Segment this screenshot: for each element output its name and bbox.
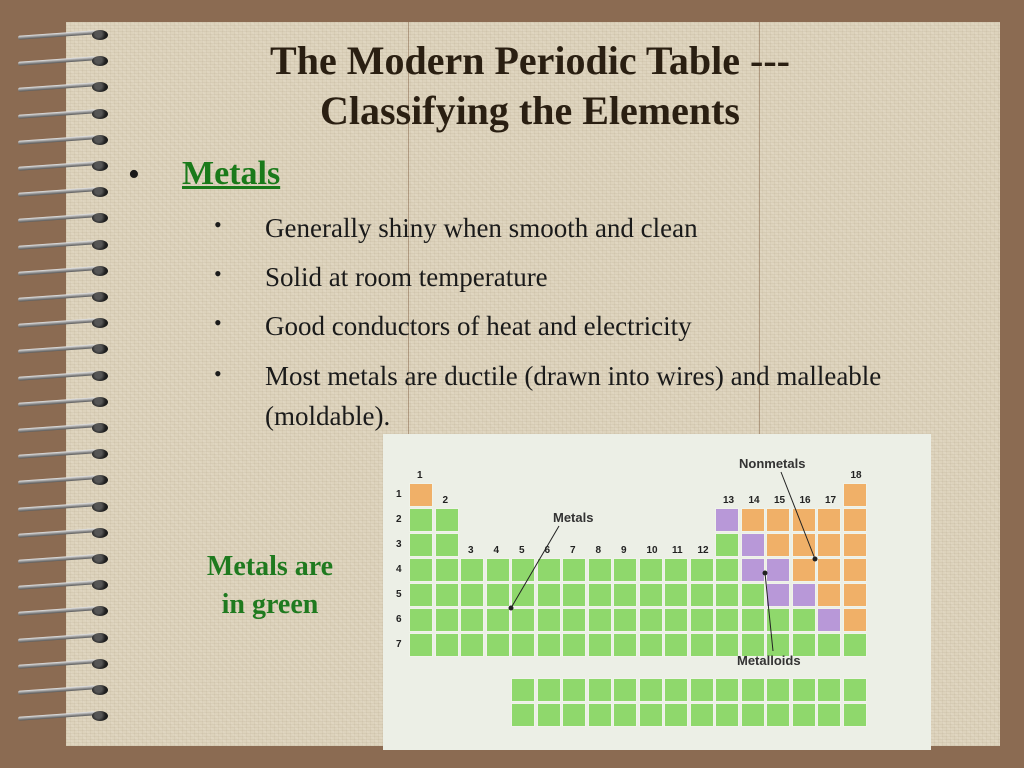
- spiral-binding: [0, 30, 120, 750]
- ring-wire: [18, 83, 96, 92]
- binding-ring: [18, 30, 110, 40]
- binding-ring: [18, 528, 110, 538]
- binding-ring: [18, 82, 110, 92]
- nonmetals-leader-line: [781, 472, 815, 559]
- ring-hole: [92, 397, 108, 407]
- ring-wire: [18, 580, 96, 589]
- group-number-label: 9: [621, 545, 627, 556]
- group-number-label: 1: [417, 470, 423, 481]
- metalloids-leader-line: [765, 573, 773, 651]
- binding-ring: [18, 318, 110, 328]
- ring-wire: [18, 109, 96, 118]
- ring-hole: [92, 187, 108, 197]
- group-number-label: 2: [442, 495, 449, 506]
- ring-hole: [92, 82, 108, 92]
- ring-hole: [92, 554, 108, 564]
- list-item: Good conductors of heat and electricity: [265, 311, 692, 341]
- ring-hole: [92, 423, 108, 433]
- binding-ring: [18, 292, 110, 302]
- binding-ring: [18, 475, 110, 485]
- title-line-1: The Modern Periodic Table ---: [270, 38, 790, 83]
- group-number-label: 7: [570, 545, 576, 556]
- binding-ring: [18, 135, 110, 145]
- ring-wire: [18, 135, 96, 144]
- period-number-label: 7: [396, 639, 402, 650]
- metals-leader-dot: [509, 606, 514, 611]
- group-number-label: 15: [774, 495, 786, 506]
- binding-ring: [18, 213, 110, 223]
- nonmetals-leader-dot: [813, 557, 818, 562]
- ring-wire: [18, 56, 96, 65]
- item-bullet: •: [214, 212, 222, 237]
- ring-wire: [18, 161, 96, 170]
- ring-hole: [92, 606, 108, 616]
- ring-hole: [92, 161, 108, 171]
- group-number-label: 5: [519, 545, 525, 556]
- ring-wire: [18, 266, 96, 275]
- ring-hole: [92, 502, 108, 512]
- ring-hole: [92, 475, 108, 485]
- ring-hole: [92, 633, 108, 643]
- callout-lines: [383, 434, 931, 750]
- metalloids-leader-dot: [763, 571, 768, 576]
- ring-wire: [18, 240, 96, 249]
- binding-ring: [18, 397, 110, 407]
- ring-hole: [92, 135, 108, 145]
- period-number-label: 5: [396, 589, 402, 600]
- ring-hole: [92, 528, 108, 538]
- binding-ring: [18, 109, 110, 119]
- ring-wire: [18, 607, 96, 616]
- item-bullet: •: [214, 261, 222, 286]
- binding-ring: [18, 187, 110, 197]
- ring-wire: [18, 659, 96, 668]
- metals-heading: Metals: [182, 155, 281, 192]
- group-number-label: 10: [646, 545, 658, 556]
- binding-ring: [18, 449, 110, 459]
- metals-color-note: [180, 548, 360, 624]
- ring-wire: [18, 633, 96, 642]
- metals-callout: Metals: [553, 510, 594, 525]
- group-number-label: 17: [825, 495, 837, 506]
- ring-wire: [18, 345, 96, 354]
- binding-ring: [18, 56, 110, 66]
- ring-hole: [92, 240, 108, 250]
- ring-hole: [92, 344, 108, 354]
- binding-ring: [18, 633, 110, 643]
- ring-wire: [18, 397, 96, 406]
- ring-hole: [92, 213, 108, 223]
- ring-wire: [18, 30, 96, 39]
- period-number-label: 3: [396, 539, 402, 550]
- ring-hole: [92, 580, 108, 590]
- note-line-2: in green: [221, 589, 319, 620]
- binding-ring: [18, 423, 110, 433]
- list-item: Generally shiny when smooth and clean: [265, 213, 698, 243]
- item-bullet: •: [214, 361, 222, 386]
- ring-wire: [18, 711, 96, 720]
- group-number-label: 8: [595, 545, 602, 556]
- binding-ring: [18, 685, 110, 695]
- group-number-label: 18: [850, 470, 862, 481]
- ring-wire: [18, 292, 96, 301]
- ring-wire: [18, 449, 96, 458]
- ring-hole: [92, 685, 108, 695]
- binding-ring: [18, 240, 110, 250]
- slide-title: [140, 36, 920, 136]
- binding-ring: [18, 266, 110, 276]
- group-number-label: 6: [544, 545, 551, 556]
- period-number-label: 1: [396, 489, 402, 500]
- ring-hole: [92, 371, 108, 381]
- metals-leader-line: [511, 526, 559, 608]
- group-number-label: 12: [697, 545, 709, 556]
- list-item: Solid at room temperature: [265, 262, 548, 292]
- binding-ring: [18, 344, 110, 354]
- item-bullet: •: [214, 310, 222, 335]
- ring-wire: [18, 371, 96, 380]
- binding-ring: [18, 371, 110, 381]
- binding-ring: [18, 580, 110, 590]
- group-number-label: 3: [468, 545, 474, 556]
- ring-wire: [18, 554, 96, 563]
- binding-ring: [18, 711, 110, 721]
- group-number-label: 11: [672, 545, 683, 556]
- binding-ring: [18, 659, 110, 669]
- ring-wire: [18, 476, 96, 485]
- group-number-label: 14: [748, 495, 760, 506]
- group-number-label: 4: [493, 545, 500, 556]
- ring-hole: [92, 711, 108, 721]
- ring-wire: [18, 423, 96, 432]
- ring-hole: [92, 109, 108, 119]
- ring-wire: [18, 214, 96, 223]
- ring-hole: [92, 318, 108, 328]
- title-line-2: Classifying the Elements: [320, 88, 740, 133]
- ring-wire: [18, 318, 96, 327]
- period-number-label: 2: [396, 514, 402, 525]
- note-line-1: Metals are: [206, 551, 334, 582]
- ring-hole: [92, 292, 108, 302]
- ring-wire: [18, 685, 96, 694]
- binding-ring: [18, 161, 110, 171]
- binding-ring: [18, 502, 110, 512]
- metalloids-callout: Metalloids: [737, 653, 801, 668]
- ring-hole: [92, 449, 108, 459]
- heading-bullet: •: [128, 156, 140, 193]
- ring-wire: [18, 528, 96, 537]
- group-number-label: 13: [723, 495, 735, 506]
- binding-ring: [18, 606, 110, 616]
- periodic-table-figure: [383, 434, 931, 750]
- binding-ring: [18, 554, 110, 564]
- nonmetals-callout: Nonmetals: [739, 456, 806, 471]
- ring-hole: [92, 266, 108, 276]
- ring-hole: [92, 56, 108, 66]
- ring-wire: [18, 502, 96, 511]
- ring-hole: [92, 659, 108, 669]
- list-item: Most metals are ductile (drawn into wires) and malleable (moldable).: [265, 361, 882, 431]
- period-number-label: 4: [396, 564, 402, 575]
- ring-hole: [92, 30, 108, 40]
- period-number-label: 6: [396, 614, 402, 625]
- group-number-label: 16: [799, 495, 811, 506]
- ring-wire: [18, 187, 96, 196]
